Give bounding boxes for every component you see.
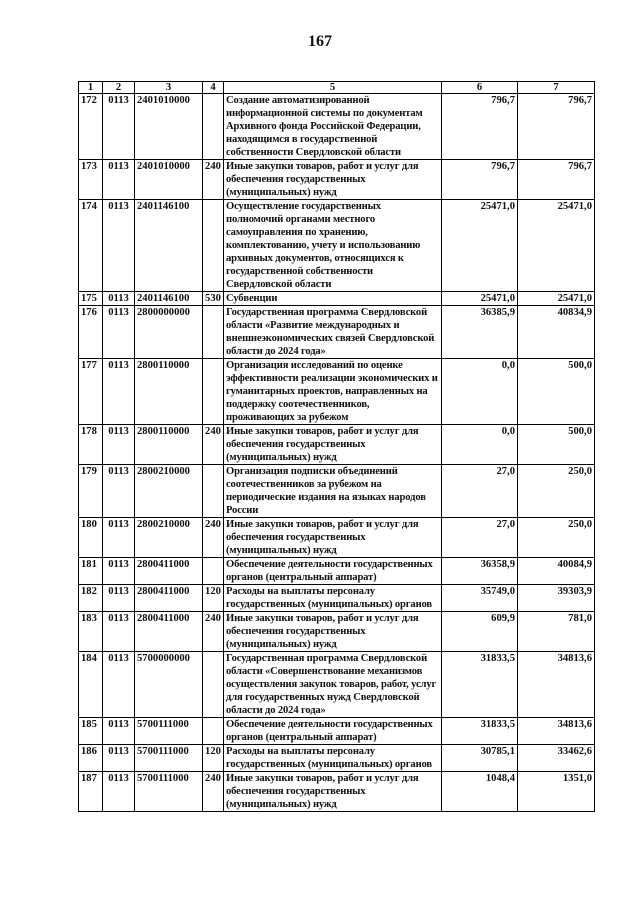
row-number: 184 [79,652,103,718]
amount-col-7: 250,0 [518,518,595,558]
target-code: 5700000000 [135,652,203,718]
item-name: Иные закупки товаров, работ и услуг для обеспечения государственных (муниципальных) нужд [224,518,442,558]
expense-type-code: 530 [203,292,224,306]
header-col-3: 3 [135,82,203,94]
amount-col-7: 34813,6 [518,718,595,745]
amount-col-6: 27,0 [442,518,518,558]
table-row [79,200,595,292]
target-code: 2401010000 [135,160,203,200]
table-row [79,772,595,812]
target-code: 2800210000 [135,518,203,558]
table-row [79,612,595,652]
header-col-4: 4 [203,82,224,94]
row-number: 172 [79,94,103,160]
target-code: 2401010000 [135,94,203,160]
target-code: 5700111000 [135,772,203,812]
header-col-5: 5 [224,82,442,94]
amount-col-7: 39303,9 [518,585,595,612]
row-number: 179 [79,465,103,518]
amount-col-6: 30785,1 [442,745,518,772]
item-name: Расходы на выплаты персоналу государственных (муниципальных) органов [224,585,442,612]
table-row [79,306,595,359]
amount-col-7: 1351,0 [518,772,595,812]
table-row [79,160,595,200]
amount-col-6: 796,7 [442,94,518,160]
target-code: 2401146100 [135,292,203,306]
expense-type-code [203,306,224,359]
amount-col-6: 36385,9 [442,306,518,359]
amount-col-7: 25471,0 [518,200,595,292]
section-code: 0113 [103,94,135,160]
expense-type-code: 120 [203,745,224,772]
target-code: 2800000000 [135,306,203,359]
row-number: 174 [79,200,103,292]
page-number: 167 [308,33,332,50]
amount-col-7: 34813,6 [518,652,595,718]
row-number: 186 [79,745,103,772]
amount-col-7: 250,0 [518,465,595,518]
section-code: 0113 [103,200,135,292]
item-name: Расходы на выплаты персоналу государственных (муниципальных) органов [224,745,442,772]
table-row [79,292,595,306]
amount-col-7: 40834,9 [518,306,595,359]
item-name: Иные закупки товаров, работ и услуг для обеспечения государственных (муниципальных) нужд [224,772,442,812]
amount-col-6: 0,0 [442,425,518,465]
row-number: 187 [79,772,103,812]
amount-col-6: 1048,4 [442,772,518,812]
expense-type-code: 240 [203,772,224,812]
target-code: 2800411000 [135,585,203,612]
table-row [79,359,595,425]
expense-type-code [203,200,224,292]
header-col-6: 6 [442,82,518,94]
expense-type-code [203,94,224,160]
section-code: 0113 [103,425,135,465]
target-code: 5700111000 [135,745,203,772]
row-number: 176 [79,306,103,359]
amount-col-6: 31833,5 [442,718,518,745]
amount-col-7: 796,7 [518,160,595,200]
item-name: Организация подписки объединений соотечественников за рубежом на периодические издания на языках народов России [224,465,442,518]
amount-col-6: 0,0 [442,359,518,425]
amount-col-6: 36358,9 [442,558,518,585]
expense-type-code: 240 [203,425,224,465]
section-code: 0113 [103,745,135,772]
table-row [79,465,595,518]
target-code: 2401146100 [135,200,203,292]
header-col-2: 2 [103,82,135,94]
section-code: 0113 [103,772,135,812]
expense-type-code: 240 [203,518,224,558]
item-name: Иные закупки товаров, работ и услуг для обеспечения государственных (муниципальных) нужд [224,425,442,465]
expense-type-code [203,558,224,585]
section-code: 0113 [103,359,135,425]
header-col-7: 7 [518,82,595,94]
expense-type-code [203,718,224,745]
table-row [79,425,595,465]
target-code: 2800411000 [135,612,203,652]
row-number: 183 [79,612,103,652]
header-col-1: 1 [79,82,103,94]
expense-type-code: 240 [203,160,224,200]
expense-type-code [203,652,224,718]
table-row [79,94,595,160]
item-name: Осуществление государственных полномочий органами местного самоуправления по хранению, комплектованию, учету и использованию архивных документов, относящихся к государственной собственности Свердловской области [224,200,442,292]
target-code: 2800110000 [135,425,203,465]
table-row [79,518,595,558]
expense-type-code [203,359,224,425]
section-code: 0113 [103,585,135,612]
item-name: Иные закупки товаров, работ и услуг для обеспечения государственных (муниципальных) нужд [224,612,442,652]
amount-col-7: 781,0 [518,612,595,652]
table-row [79,585,595,612]
section-code: 0113 [103,652,135,718]
target-code: 2800210000 [135,465,203,518]
item-name: Субвенции [224,292,442,306]
header-row [79,82,595,94]
target-code: 5700111000 [135,718,203,745]
amount-col-6: 27,0 [442,465,518,518]
row-number: 181 [79,558,103,585]
section-code: 0113 [103,558,135,585]
section-code: 0113 [103,465,135,518]
row-number: 178 [79,425,103,465]
row-number: 185 [79,718,103,745]
row-number: 175 [79,292,103,306]
section-code: 0113 [103,518,135,558]
expense-type-code: 120 [203,585,224,612]
target-code: 2800110000 [135,359,203,425]
item-name: Обеспечение деятельности государственных органов (центральный аппарат) [224,558,442,585]
amount-col-6: 31833,5 [442,652,518,718]
amount-col-7: 33462,6 [518,745,595,772]
amount-col-6: 25471,0 [442,292,518,306]
amount-col-7: 500,0 [518,359,595,425]
amount-col-6: 35749,0 [442,585,518,612]
row-number: 180 [79,518,103,558]
item-name: Создание автоматизированной информационной системы по документам Архивного фонда Российской Федерации, находящимся в государственной собственности Свердловской области [224,94,442,160]
section-code: 0113 [103,612,135,652]
item-name: Обеспечение деятельности государственных органов (центральный аппарат) [224,718,442,745]
amount-col-7: 25471,0 [518,292,595,306]
amount-col-6: 796,7 [442,160,518,200]
budget-table [78,81,595,812]
item-name: Иные закупки товаров, работ и услуг для обеспечения государственных (муниципальных) нужд [224,160,442,200]
item-name: Государственная программа Свердловской области «Совершенствование механизмов осуществления закупок товаров, работ, услуг для государственных нужд Свердловской области до 2024 года» [224,652,442,718]
amount-col-7: 40084,9 [518,558,595,585]
row-number: 177 [79,359,103,425]
table-row [79,718,595,745]
amount-col-6: 25471,0 [442,200,518,292]
table-row [79,745,595,772]
section-code: 0113 [103,160,135,200]
target-code: 2800411000 [135,558,203,585]
expense-type-code [203,465,224,518]
table-row [79,558,595,585]
expense-type-code: 240 [203,612,224,652]
section-code: 0113 [103,718,135,745]
row-number: 182 [79,585,103,612]
table-row [79,652,595,718]
section-code: 0113 [103,292,135,306]
amount-col-7: 500,0 [518,425,595,465]
amount-col-7: 796,7 [518,94,595,160]
row-number: 173 [79,160,103,200]
item-name: Государственная программа Свердловской области «Развитие международных и внешнеэкономических связей Свердловской области до 2024 года» [224,306,442,359]
section-code: 0113 [103,306,135,359]
amount-col-6: 609,9 [442,612,518,652]
item-name: Организация исследований по оценке эффективности реализации экономических и гуманитарных проектов, направленных на поддержку соотечественников, проживающих за рубежом [224,359,442,425]
